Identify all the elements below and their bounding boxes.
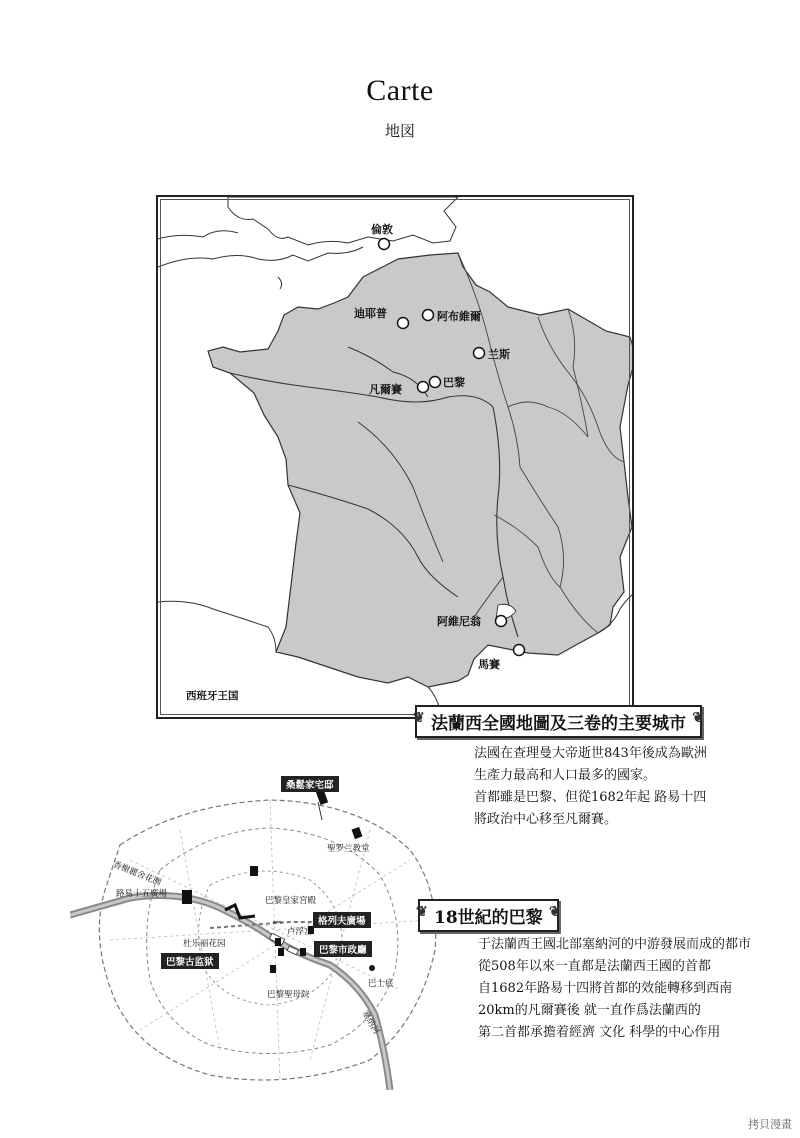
- paris-section-banner: ❦ 18世紀的巴黎 ❦: [418, 899, 559, 932]
- page-subtitle: 地図: [384, 122, 415, 140]
- city-label-abbeville: 阿布維爾: [437, 310, 481, 323]
- paris-label-champs-elysees: 香榭麗舍花園: [111, 859, 163, 889]
- paris-label-tuileries: 杜乐丽花园: [183, 939, 226, 949]
- city-label-versailles: 凡爾賽: [369, 383, 402, 396]
- paris-text-line: 20km的凡爾賽後 就一直作爲法蘭西的: [478, 1003, 701, 1018]
- france-text-line: 首都雖是巴黎、但從1682年起 路易十四: [474, 790, 707, 805]
- city-marker-avignon: [496, 616, 507, 627]
- france-land: [208, 253, 634, 687]
- city-label-reims: 兰斯: [488, 348, 510, 361]
- city-marker-reims: [474, 348, 485, 359]
- paris-label-louvre: 卢浮宫: [287, 927, 313, 937]
- paris-text-line: 從508年以來一直都是法蘭西王國的首都: [478, 959, 711, 974]
- city-label-avignon: 阿維尼翁: [437, 615, 481, 628]
- france-section-text: [474, 743, 707, 831]
- city-marker-abbeville: [423, 310, 434, 321]
- paris-text-line: 自1682年路易十四將首都的效能轉移到西南: [478, 981, 733, 996]
- paris-label-seine: 塞纳河: [359, 1009, 382, 1037]
- city-label-london: 倫敦: [371, 223, 393, 236]
- paris-tag-hotel-de-ville: 巴黎市政廳: [314, 941, 372, 957]
- paris-tag-place-de-greve: 格列夫廣場: [313, 912, 371, 928]
- paris-map: [70, 790, 470, 1090]
- region-label-spain: 西班牙王国: [186, 690, 239, 702]
- france-map: [156, 195, 634, 719]
- watermark: 拷貝漫畫: [748, 1118, 792, 1131]
- paris-tag-sansons-house: 桑鬆家宅邸: [281, 776, 339, 792]
- paris-label-bastille: 巴士底: [368, 979, 394, 989]
- paris-text-line: 第二首都承擔着經濟 文化 科學的中心作用: [478, 1025, 721, 1040]
- france-text-line: 將政治中心移至凡爾賽。: [474, 812, 618, 827]
- city-label-marseille: 馬賽: [478, 658, 500, 671]
- city-marker-versailles: [418, 382, 429, 393]
- city-marker-paris: [430, 377, 441, 388]
- paris-label-place-louis-xv: 路易十五廣場: [116, 889, 168, 899]
- paris-section-text: [478, 934, 751, 1044]
- france-section-banner: ❦ 法蘭西全國地圖及三卷的主要城市 ❦: [415, 705, 702, 738]
- city-label-paris: 巴黎: [443, 376, 465, 389]
- paris-text-line: 于法蘭西王國北部塞納河的中游發展而成的都市: [478, 937, 752, 952]
- page-title: Carte: [366, 74, 434, 107]
- paris-label-saint-laurent: 聖罗兰教堂: [327, 844, 370, 854]
- paris-label-notre-dame: 巴黎聖母院: [267, 990, 310, 1000]
- paris-tag-conciergerie: 巴黎古监狱: [161, 953, 219, 969]
- city-marker-marseille: [514, 645, 525, 656]
- paris-label-palais-royal: 巴黎皇家宮殿: [265, 896, 317, 906]
- france-text-line: 生產力最高和人口最多的國家。: [474, 768, 657, 783]
- city-label-dieppe: 迪耶普: [354, 307, 387, 320]
- city-marker-london: [379, 239, 390, 250]
- france-text-line: 法國在查理曼大帝逝世843年後成為歐洲: [474, 746, 707, 761]
- france-map-svg: [158, 197, 634, 719]
- city-marker-dieppe: [398, 318, 409, 329]
